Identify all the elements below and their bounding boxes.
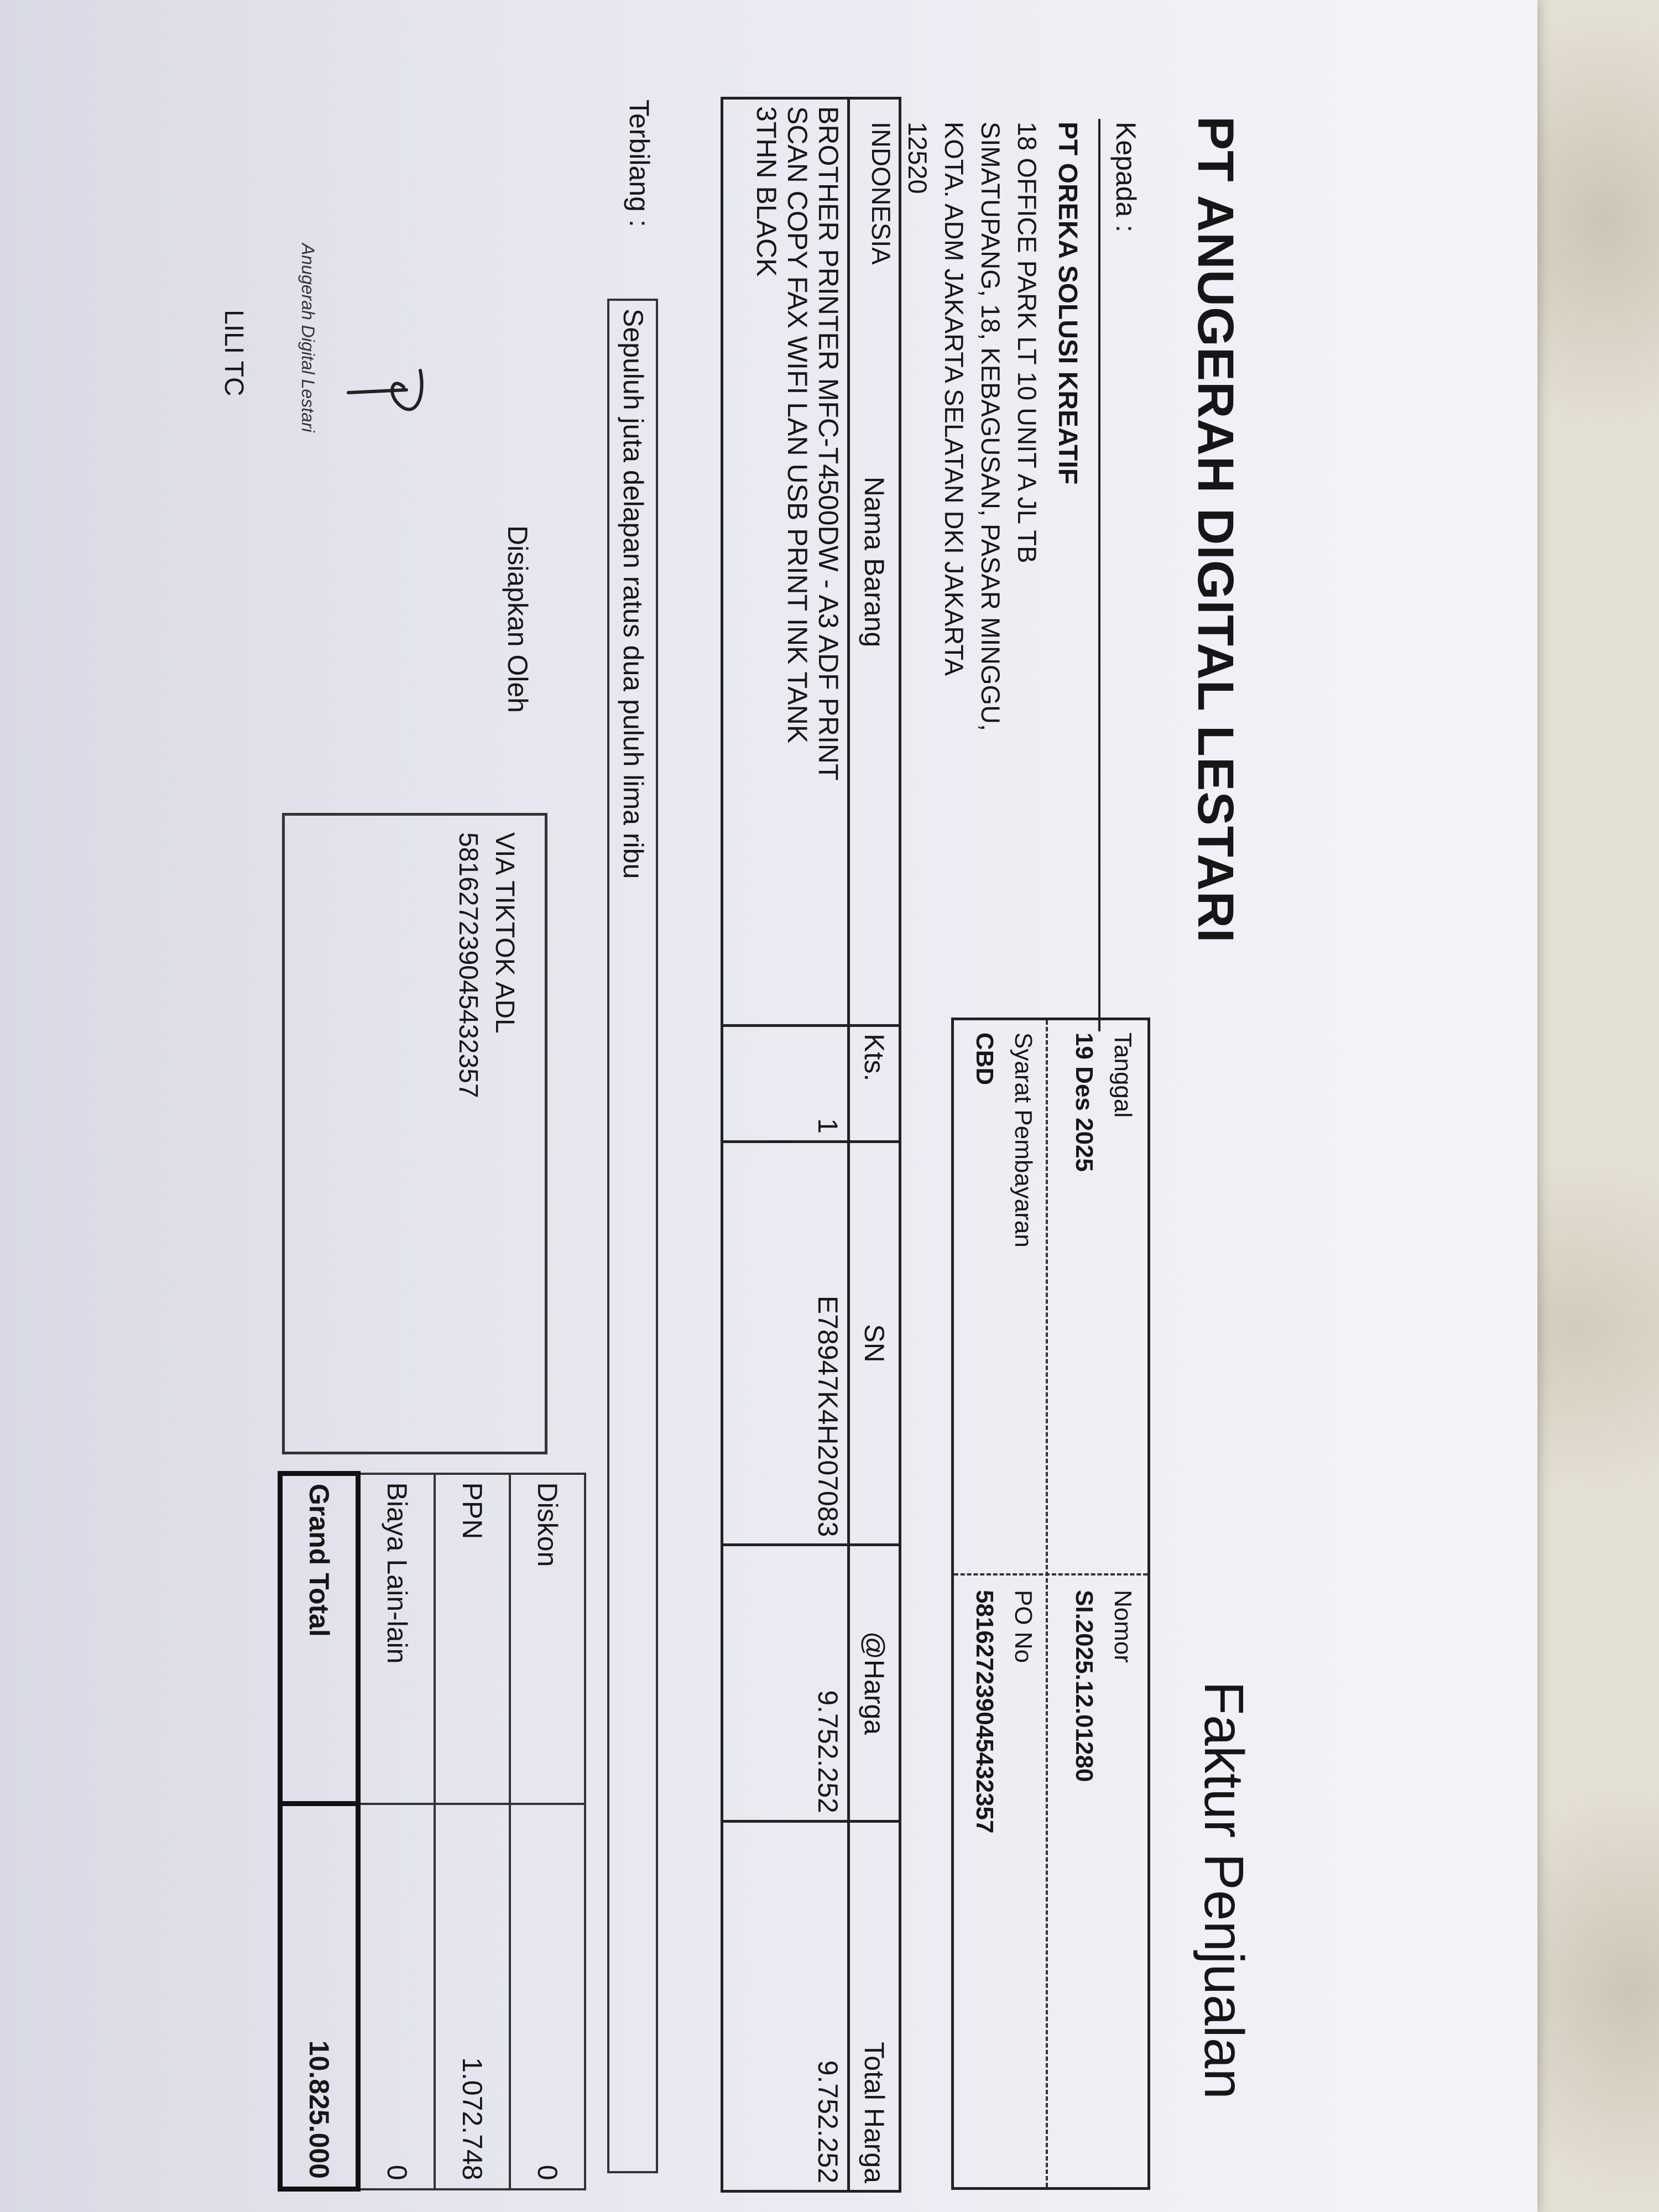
grand-total-value: 10.825.000 <box>280 1804 358 2189</box>
other-fees-value: 0 <box>358 1804 435 2189</box>
summary-row <box>358 1474 435 2189</box>
recipient-label: Kepada : <box>1110 122 1141 233</box>
item-name-line: BROTHER PRINTER MFC-T4500DW - A3 ADF PRINT <box>813 106 844 781</box>
table-row <box>722 98 849 2192</box>
address-line: KOTA. ADM JAKARTA SELATAN DKI JAKARTA <box>940 122 969 676</box>
vat-label: PPN <box>435 1474 510 1804</box>
column-header-total: Total Harga <box>849 1821 900 2191</box>
invoice-info-box <box>951 1018 1150 2190</box>
item-name-line: SCAN COPY FAX WIFI LAN USB PRINT INK TANK <box>782 106 813 744</box>
header-divider <box>1098 119 1100 1031</box>
column-header-price: @Harga <box>849 1545 900 1821</box>
notes-line: VIA TIKTOK ADL <box>490 832 519 1034</box>
po-number: 581627239045432357 <box>971 1590 998 1834</box>
vat-value: 1.072.748 <box>435 1804 510 2189</box>
number-label: Nomor <box>1109 1590 1136 1663</box>
prepared-by-name: LILI TC <box>219 310 248 397</box>
invoice-date: 19 Des 2025 <box>1071 1032 1098 1172</box>
summary-row <box>435 1474 510 2189</box>
grand-total-label: Grand Total <box>280 1474 358 1804</box>
address-line: INDONESIA <box>867 122 896 265</box>
amount-in-words: Sepuluh juta delapan ratus dua puluh lima ribu <box>607 299 658 2173</box>
notes-box <box>282 813 547 1454</box>
date-label: Tanggal <box>1109 1032 1136 1118</box>
item-total: 9.752.252 <box>722 1821 849 2191</box>
items-table <box>721 97 901 2193</box>
payment-terms-label: Syarat Pembayaran <box>1010 1032 1037 1248</box>
item-qty: 1 <box>722 1026 849 1142</box>
info-divider-vertical <box>954 1573 1147 1575</box>
notes-line: 581627239045432357 <box>453 832 483 1098</box>
document-title: Faktur Penjualan <box>1193 1681 1255 2100</box>
address-line: SIMATUPANG, 18, KEBAGUSAN, PASAR MINGGU, <box>976 122 1005 732</box>
summary-row <box>510 1474 585 2189</box>
invoice-number: SI.2025.12.01280 <box>1071 1590 1098 1782</box>
po-label: PO No <box>1010 1590 1037 1663</box>
column-header-name: Nama Barang <box>849 98 900 1026</box>
column-header-qty: Kts. <box>849 1026 900 1142</box>
info-divider-horizontal <box>1046 1020 1048 2187</box>
prepared-by-label: Disiapkan Oleh <box>502 525 533 713</box>
items-table-header <box>849 98 900 2192</box>
amount-in-words-label: Terbilang : <box>624 100 655 227</box>
item-sn: E78947K4H207083 <box>722 1141 849 1545</box>
address-line: 12520 <box>903 122 932 194</box>
item-name <box>722 98 849 1026</box>
address-line: 18 OFFICE PARK LT 10 UNIT A JL TB <box>1013 122 1042 564</box>
discount-value: 0 <box>510 1804 585 2189</box>
column-header-sn: SN <box>849 1141 900 1545</box>
company-name: PT ANUGERAH DIGITAL LESTARI <box>1187 116 1244 943</box>
other-fees-label: Biaya Lain-lain <box>358 1474 435 1804</box>
payment-terms: CBD <box>971 1032 998 1086</box>
grand-total-row <box>280 1474 358 2189</box>
discount-label: Diskon <box>510 1474 585 1804</box>
signature-stamp: Anugerah Digital Lestari <box>298 243 318 432</box>
summary-table <box>278 1471 586 2192</box>
handwritten-signature <box>343 337 431 437</box>
item-price: 9.752.252 <box>722 1545 849 1821</box>
item-name-line: 3THN BLACK <box>751 106 782 277</box>
customer-name: PT OREKA SOLUSI KREATIF <box>1053 122 1082 485</box>
